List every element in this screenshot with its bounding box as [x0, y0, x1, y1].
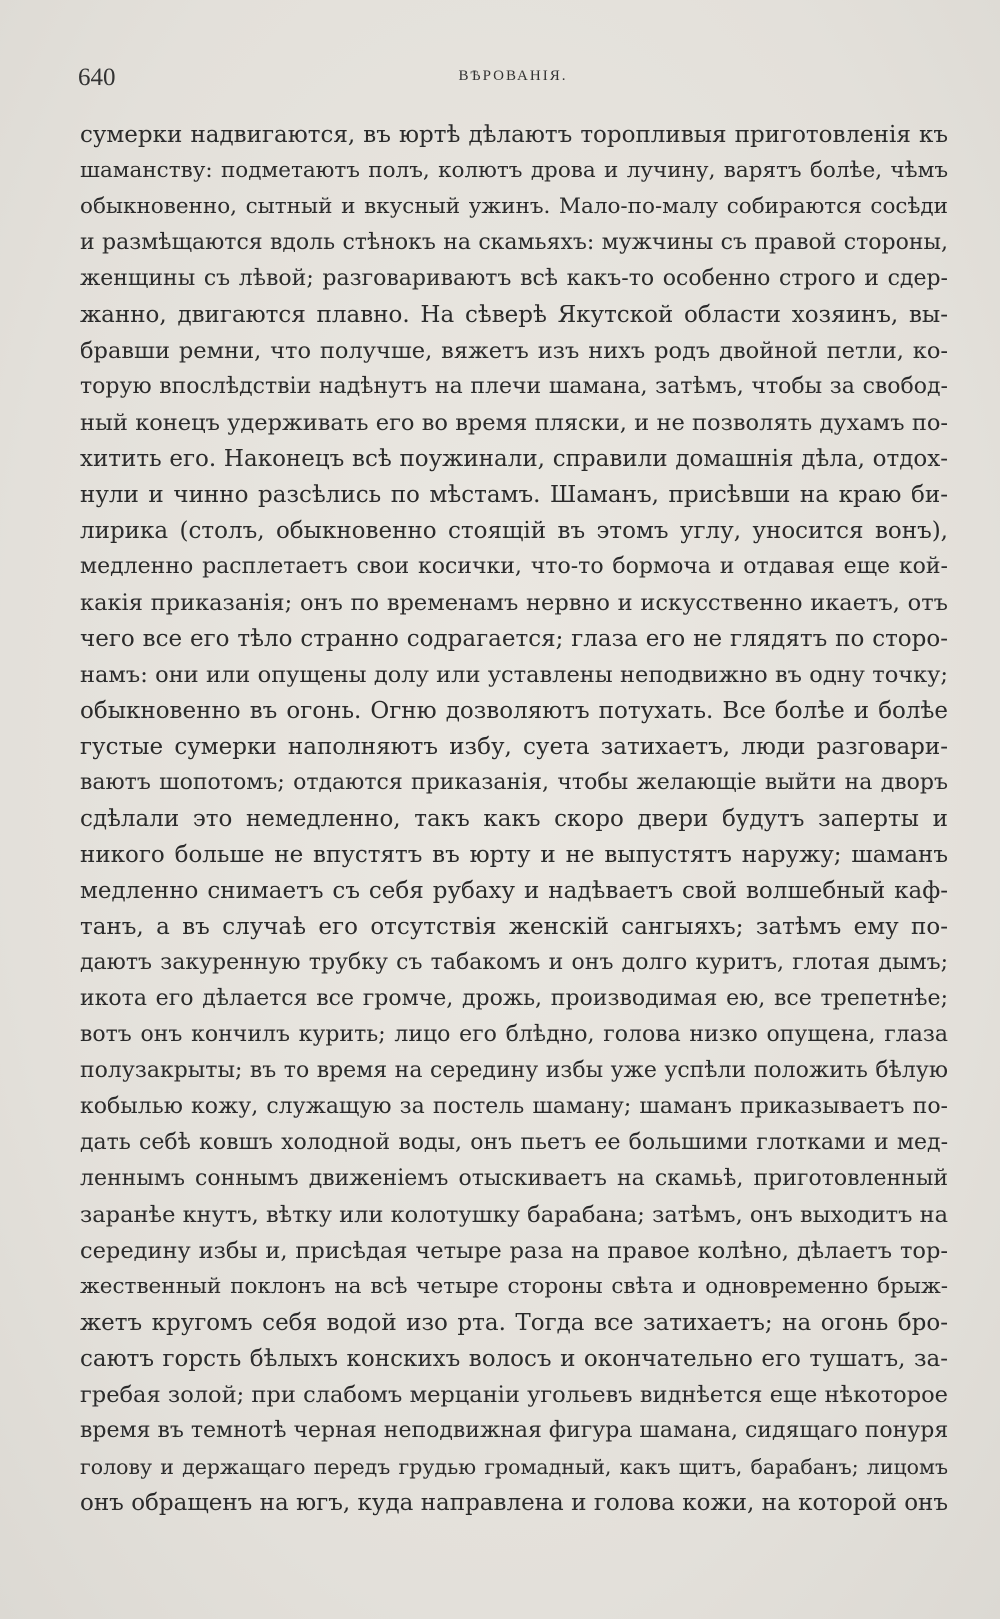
- text-line: ваютъ шопотомъ; отдаются приказанія, чтобы желающіе выйти на дворъ: [80, 770, 948, 795]
- text-line: сдѣлали это немедленно, такъ какъ скоро двери будутъ заперты и: [80, 806, 948, 832]
- text-line: никого больше не впустятъ въ юрту и не выпустятъ наружу; шаманъ: [80, 842, 948, 868]
- running-header: [78, 64, 948, 94]
- text-line: нули и чинно разсѣлись по мѣстамъ. Шаманъ, присѣвши на краю би-: [80, 482, 948, 508]
- text-line: сумерки надвигаются, въ юртѣ дѣлаютъ торопливыя приготовленія къ: [80, 122, 948, 148]
- page-number: 640: [78, 64, 116, 91]
- text-line: чего все его тѣло странно содрагается; глаза его не глядятъ по сторо-: [80, 626, 948, 652]
- running-title: ВѢРОВАНІЯ.: [458, 68, 568, 84]
- text-line: шаманству: подметаютъ полъ, колютъ дрова и лучину, варятъ болѣе, чѣмъ: [80, 158, 948, 183]
- text-line: танъ, а въ случаѣ его отсутствія женскій сангыяхъ; затѣмъ ему по-: [80, 914, 948, 940]
- text-line: дать себѣ ковшъ холодной воды, онъ пьетъ ее большими глотками и мед-: [80, 1130, 948, 1155]
- text-line: середину избы и, присѣдая четыре раза на правое колѣно, дѣлаетъ тор-: [80, 1238, 948, 1264]
- text-line: заранѣе кнутъ, вѣтку или колотушку барабана; затѣмъ, онъ выходитъ на: [80, 1202, 948, 1228]
- text-line: медленно расплетаетъ свои косички, что-то бормоча и отдавая еще кой-: [80, 554, 948, 579]
- text-line: хитить его. Наконецъ всѣ поужинали, справили домашнія дѣла, отдох-: [80, 446, 948, 472]
- text-line: кобылью кожу, служащую за постель шаману; шаманъ приказываетъ по-: [80, 1094, 948, 1119]
- text-line: леннымъ соннымъ движеніемъ отыскиваетъ на скамьѣ, приготовленный: [80, 1166, 948, 1191]
- text-line: жанно, двигаются плавно. На сѣверѣ Якутской области хозяинъ, вы-: [80, 302, 948, 328]
- text-line: какія приказанія; онъ по временамъ нервно и искусственно икаетъ, отъ: [80, 590, 948, 616]
- text-line: вотъ онъ кончилъ курить; лицо его блѣдно, голова низко опущена, глаза: [80, 1022, 948, 1047]
- text-line: ный конецъ удерживать его во время пляски, и не позволять духамъ по-: [80, 410, 948, 436]
- text-line: густые сумерки наполняютъ избу, суета затихаетъ, люди разговари-: [80, 734, 948, 760]
- text-line: саютъ горсть бѣлыхъ конскихъ волосъ и окончательно его тушатъ, за-: [80, 1346, 948, 1372]
- body-text: [80, 117, 948, 1521]
- text-line: медленно снимаетъ съ себя рубаху и надѣваетъ свой волшебный каф-: [80, 878, 948, 904]
- text-line: и размѣщаются вдоль стѣнокъ на скамьяхъ: мужчины съ правой стороны,: [80, 230, 948, 255]
- text-line: икота его дѣлается все громче, дрожь, производимая ею, все трепетнѣе;: [80, 986, 948, 1011]
- text-line: намъ: они или опущены долу или уставлены неподвижно въ одну точку;: [80, 662, 948, 688]
- text-line: лирика (столъ, обыкновенно стоящій въ этомъ углу, уносится вонъ),: [80, 518, 948, 544]
- text-line: время въ темнотѣ черная неподвижная фигура шамана, сидящаго понуря: [80, 1418, 948, 1443]
- text-line: обыкновенно, сытный и вкусный ужинъ. Мало-по-малу собираются сосѣди: [80, 194, 948, 219]
- text-line: голову и держащаго передъ грудью громадный, какъ щитъ, барабанъ; лицомъ: [80, 1455, 948, 1479]
- text-line: торую впослѣдствіи надѣнутъ на плечи шамана, затѣмъ, чтобы за свобод-: [80, 374, 948, 399]
- text-line: бравши ремни, что получше, вяжетъ изъ нихъ родъ двойной петли, ко-: [80, 338, 948, 364]
- text-line: жетъ кругомъ себя водой изо рта. Тогда все затихаетъ; на огонь бро-: [80, 1310, 948, 1336]
- text-line: гребая золой; при слабомъ мерцаніи угольевъ виднѣется еще нѣкоторое: [80, 1382, 948, 1408]
- text-line: полузакрыты; въ то время на середину избы уже успѣли положить бѣлую: [80, 1058, 948, 1083]
- text-line: онъ обращенъ на югъ, куда направлена и голова кожи, на которой онъ: [80, 1490, 948, 1516]
- text-line: даютъ закуренную трубку съ табакомъ и онъ долго куритъ, глотая дымъ;: [80, 950, 948, 975]
- text-line: жественный поклонъ на всѣ четыре стороны свѣта и одновременно брыж-: [80, 1274, 948, 1299]
- text-line: обыкновенно въ огонь. Огню дозволяютъ потухать. Все болѣе и болѣе: [80, 698, 948, 724]
- text-line: женщины съ лѣвой; разговариваютъ всѣ какъ-то особенно строго и сдер-: [80, 266, 948, 291]
